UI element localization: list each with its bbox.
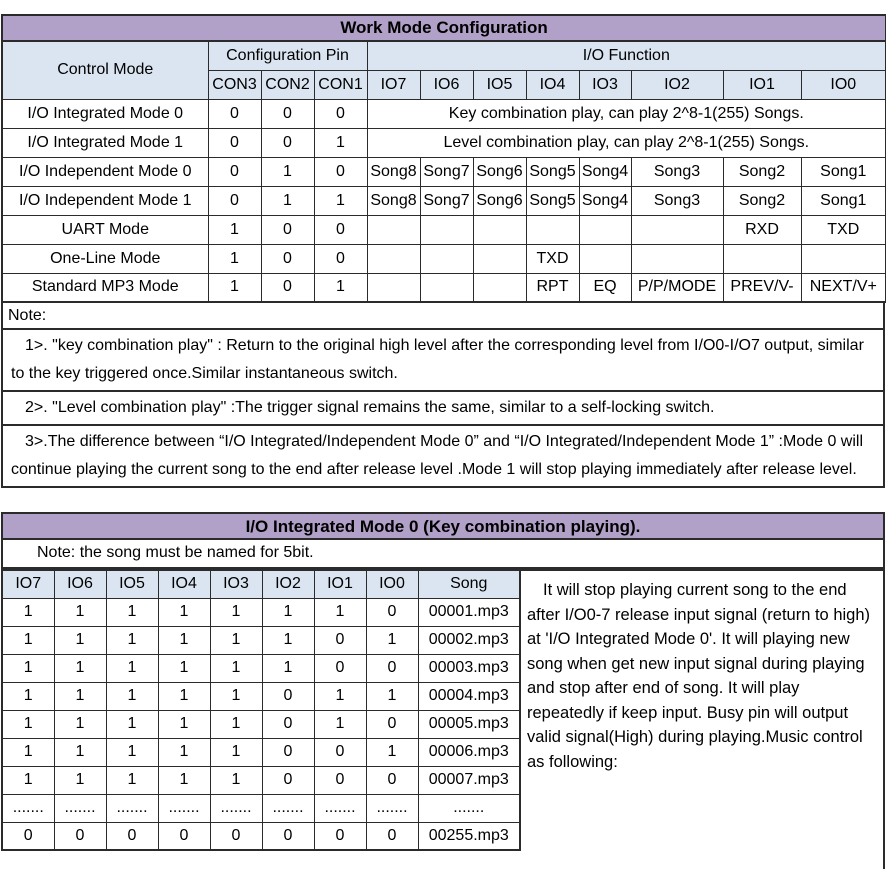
song-name-cell: 00003.mp3: [418, 654, 520, 682]
song-io5-header: IO5: [106, 570, 158, 598]
io-value-cell: NEXT/V+: [801, 273, 886, 302]
control-mode-cell: One-Line Mode: [2, 244, 208, 273]
io-value-cell: P/P/MODE: [631, 273, 723, 302]
con1-header: CON1: [314, 70, 367, 99]
io-bit-cell: 1: [210, 654, 262, 682]
io-value-cell: [473, 215, 526, 244]
song-name-cell: 00006.mp3: [418, 738, 520, 766]
io-value-cell: Song8: [367, 186, 420, 215]
song-table-tbody: [2, 598, 520, 850]
con-value-cell: 0: [208, 157, 261, 186]
io-bit-cell: 1: [106, 766, 158, 794]
song-table-row: [2, 738, 520, 766]
song-table-row: [2, 682, 520, 710]
configuration-pin-header: Configuration Pin: [208, 41, 367, 70]
io-function-header: I/O Function: [367, 41, 886, 70]
con-value-cell: 0: [208, 99, 261, 128]
con-value-cell: 0: [261, 273, 314, 302]
io-value-cell: Song7: [420, 186, 473, 215]
io-value-cell: [420, 273, 473, 302]
io-value-cell: [420, 244, 473, 273]
io-bit-cell: 1: [2, 766, 54, 794]
io-value-cell: Song5: [526, 186, 579, 215]
io-value-cell: [723, 244, 801, 273]
work-mode-row: [2, 215, 886, 244]
io-value-cell: Song1: [801, 186, 886, 215]
notes-list: [1, 330, 885, 488]
io-bit-cell: .......: [158, 794, 210, 822]
con-value-cell: 1: [261, 186, 314, 215]
io-bit-cell: 1: [158, 682, 210, 710]
con-value-cell: 1: [314, 128, 367, 157]
io-bit-cell: 1: [54, 654, 106, 682]
io-bit-cell: 1: [158, 598, 210, 626]
io4-header: IO4: [526, 70, 579, 99]
io-value-cell: [579, 215, 631, 244]
io-bit-cell: 1: [210, 738, 262, 766]
song-name-cell: 00001.mp3: [418, 598, 520, 626]
work-mode-row: [2, 273, 886, 302]
io-value-cell: Song4: [579, 157, 631, 186]
io-value-cell: [579, 244, 631, 273]
con2-header: CON2: [261, 70, 314, 99]
io-bit-cell: .......: [366, 794, 418, 822]
io-bit-cell: 0: [314, 626, 366, 654]
io0-header: IO0: [801, 70, 886, 99]
con-value-cell: 1: [208, 244, 261, 273]
io1-header: IO1: [723, 70, 801, 99]
io-value-cell: [367, 215, 420, 244]
io-span-cell: Key combination play, can play 2^8-1(255) Songs.: [367, 99, 886, 128]
io-value-cell: [367, 273, 420, 302]
io-bit-cell: 0: [262, 738, 314, 766]
con-value-cell: 0: [208, 186, 261, 215]
song-io3-header: IO3: [210, 570, 262, 598]
con-value-cell: 0: [208, 128, 261, 157]
work-mode-row: [2, 244, 886, 273]
io-bit-cell: 1: [210, 598, 262, 626]
io-value-cell: Song4: [579, 186, 631, 215]
io-bit-cell: 0: [314, 766, 366, 794]
work-mode-title: Work Mode Configuration: [2, 15, 886, 41]
io-value-cell: TXD: [526, 244, 579, 273]
io-bit-cell: 1: [210, 682, 262, 710]
io-bit-cell: 1: [262, 626, 314, 654]
io-bit-cell: 1: [210, 710, 262, 738]
io-value-cell: Song8: [367, 157, 420, 186]
con-value-cell: 0: [314, 215, 367, 244]
io-bit-cell: 1: [106, 682, 158, 710]
io-value-cell: Song3: [631, 157, 723, 186]
io-bit-cell: 1: [54, 738, 106, 766]
mode0-description: It will stop playing current song to the end after I/O0-7 release input signal (return to high) at 'I/O Integrated Mode 0'. It will playing new song when get new input signal during playing and stop after end of song. It will play repeatedly if keep input. Busy pin will output valid signal(High) during playing.Music control as following:: [521, 569, 885, 869]
io-value-cell: [801, 244, 886, 273]
io-bit-cell: 1: [54, 682, 106, 710]
io-value-cell: [631, 215, 723, 244]
io-bit-cell: .......: [262, 794, 314, 822]
con-value-cell: 0: [314, 99, 367, 128]
io-value-cell: Song6: [473, 157, 526, 186]
io-bit-cell: 1: [158, 710, 210, 738]
io-value-cell: Song6: [473, 186, 526, 215]
control-mode-cell: UART Mode: [2, 215, 208, 244]
io-bit-cell: 1: [158, 626, 210, 654]
con-value-cell: 1: [261, 157, 314, 186]
notes-section: [1, 303, 885, 488]
con-value-cell: 0: [314, 157, 367, 186]
song-io4-header: IO4: [158, 570, 210, 598]
note-item: 2>. "Level combination play" :The trigger signal remains the same, similar to a self-locking switch.: [1, 392, 885, 426]
io-bit-cell: 0: [366, 822, 418, 850]
io-bit-cell: 0: [314, 822, 366, 850]
io-bit-cell: 0: [314, 654, 366, 682]
song-name-cell: 00005.mp3: [418, 710, 520, 738]
io-bit-cell: .......: [2, 794, 54, 822]
song-io7-header: IO7: [2, 570, 54, 598]
integrated-mode-body: [1, 569, 885, 869]
song-table-row: [2, 654, 520, 682]
control-mode-cell: I/O Independent Mode 1: [2, 186, 208, 215]
io-bit-cell: .......: [54, 794, 106, 822]
io-value-cell: [473, 273, 526, 302]
io3-header: IO3: [579, 70, 631, 99]
song-table-row: [2, 822, 520, 850]
song-table-row: [2, 794, 520, 822]
io-bit-cell: .......: [314, 794, 366, 822]
io-bit-cell: 1: [54, 626, 106, 654]
work-mode-table: [1, 14, 886, 303]
io-bit-cell: 0: [2, 822, 54, 850]
io-bit-cell: 1: [106, 626, 158, 654]
io-value-cell: PREV/V-: [723, 273, 801, 302]
io-bit-cell: 0: [366, 598, 418, 626]
io-bit-cell: 1: [158, 738, 210, 766]
io-bit-cell: 1: [2, 598, 54, 626]
io-bit-cell: 1: [54, 710, 106, 738]
io6-header: IO6: [420, 70, 473, 99]
song-name-cell: 00004.mp3: [418, 682, 520, 710]
io-bit-cell: 0: [158, 822, 210, 850]
io-value-cell: TXD: [801, 215, 886, 244]
work-mode-row: [2, 128, 886, 157]
con-value-cell: 1: [314, 273, 367, 302]
con3-header: CON3: [208, 70, 261, 99]
io-bit-cell: 1: [106, 738, 158, 766]
io-bit-cell: 1: [262, 654, 314, 682]
io-span-cell: Level combination play, can play 2^8-1(255) Songs.: [367, 128, 886, 157]
work-mode-tbody: [2, 99, 886, 302]
io-value-cell: [526, 215, 579, 244]
io-bit-cell: 0: [262, 710, 314, 738]
song-io2-header: IO2: [262, 570, 314, 598]
io-bit-cell: 1: [314, 682, 366, 710]
io-bit-cell: 0: [262, 766, 314, 794]
io5-header: IO5: [473, 70, 526, 99]
io-bit-cell: 1: [210, 626, 262, 654]
io-bit-cell: 1: [158, 654, 210, 682]
io-bit-cell: 1: [366, 682, 418, 710]
io-value-cell: Song2: [723, 186, 801, 215]
note-item: 3>.The difference between “I/O Integrated/Independent Mode 0” and “I/O Integrated/Independent Mode 1” :Mode 0 will continue playing the current song to the end after release level .Mode 1 will stop playing immediately after release level.: [1, 426, 885, 488]
io-bit-cell: .......: [210, 794, 262, 822]
io-value-cell: Song3: [631, 186, 723, 215]
io-bit-cell: 0: [106, 822, 158, 850]
io-bit-cell: 1: [210, 766, 262, 794]
io-value-cell: Song7: [420, 157, 473, 186]
io-bit-cell: 1: [106, 598, 158, 626]
io-bit-cell: 1: [2, 710, 54, 738]
song-name-cell: .......: [418, 794, 520, 822]
io-value-cell: RPT: [526, 273, 579, 302]
con-value-cell: 0: [314, 244, 367, 273]
io-bit-cell: 1: [314, 710, 366, 738]
io-bit-cell: 0: [314, 738, 366, 766]
song-name-cell: 00002.mp3: [418, 626, 520, 654]
io-bit-cell: 1: [106, 710, 158, 738]
control-mode-cell: I/O Independent Mode 0: [2, 157, 208, 186]
song-table: [1, 569, 521, 851]
io-bit-cell: 0: [366, 654, 418, 682]
io-bit-cell: 1: [262, 598, 314, 626]
con-value-cell: 0: [261, 244, 314, 273]
song-table-header-row: [2, 570, 520, 598]
io-bit-cell: 1: [54, 598, 106, 626]
io-value-cell: Song1: [801, 157, 886, 186]
work-mode-row: [2, 186, 886, 215]
io-value-cell: [631, 244, 723, 273]
song-name-cell: 00007.mp3: [418, 766, 520, 794]
io-bit-cell: 1: [158, 766, 210, 794]
control-mode-cell: I/O Integrated Mode 0: [2, 99, 208, 128]
io-value-cell: [420, 215, 473, 244]
io-bit-cell: 1: [54, 766, 106, 794]
work-mode-row: [2, 99, 886, 128]
song-io0-header: IO0: [366, 570, 418, 598]
io-bit-cell: 0: [262, 682, 314, 710]
io-value-cell: Song5: [526, 157, 579, 186]
io-value-cell: Song2: [723, 157, 801, 186]
io-value-cell: EQ: [579, 273, 631, 302]
io-bit-cell: 1: [366, 626, 418, 654]
integrated-mode-title: I/O Integrated Mode 0 (Key combination playing).: [1, 512, 885, 540]
con-value-cell: 1: [208, 273, 261, 302]
io-bit-cell: 1: [2, 654, 54, 682]
io-value-cell: [473, 244, 526, 273]
integrated-mode-note: Note: the song must be named for 5bit.: [1, 540, 885, 569]
io-bit-cell: 0: [210, 822, 262, 850]
work-mode-header-row-1: [2, 41, 886, 70]
con-value-cell: 0: [261, 99, 314, 128]
song-io1-header: IO1: [314, 570, 366, 598]
io-value-cell: [367, 244, 420, 273]
con-value-cell: 1: [314, 186, 367, 215]
io-bit-cell: 0: [366, 710, 418, 738]
io-bit-cell: .......: [106, 794, 158, 822]
work-mode-title-row: [2, 15, 886, 41]
io-bit-cell: 1: [2, 682, 54, 710]
song-table-row: [2, 598, 520, 626]
io-bit-cell: 1: [2, 738, 54, 766]
control-mode-header: Control Mode: [2, 41, 208, 99]
work-mode-row: [2, 157, 886, 186]
con-value-cell: 1: [208, 215, 261, 244]
song-table-row: [2, 626, 520, 654]
section-spacer: [1, 488, 885, 512]
io-bit-cell: 0: [262, 822, 314, 850]
io-bit-cell: 0: [366, 766, 418, 794]
song-name-cell: 00255.mp3: [418, 822, 520, 850]
note-item: 1>. "key combination play" : Return to the original high level after the corresponding level from I/O0-I/O7 output, similar to the key triggered once.Similar instantaneous switch.: [1, 330, 885, 392]
io-value-cell: RXD: [723, 215, 801, 244]
song-table-row: [2, 766, 520, 794]
io-bit-cell: 1: [366, 738, 418, 766]
con-value-cell: 0: [261, 215, 314, 244]
io-bit-cell: 1: [2, 626, 54, 654]
control-mode-cell: I/O Integrated Mode 1: [2, 128, 208, 157]
io7-header: IO7: [367, 70, 420, 99]
song-io6-header: IO6: [54, 570, 106, 598]
con-value-cell: 0: [261, 128, 314, 157]
io-bit-cell: 1: [314, 598, 366, 626]
io-bit-cell: 1: [106, 654, 158, 682]
io-bit-cell: 0: [54, 822, 106, 850]
song-table-row: [2, 710, 520, 738]
control-mode-cell: Standard MP3 Mode: [2, 273, 208, 302]
song-name-header: Song: [418, 570, 520, 598]
io2-header: IO2: [631, 70, 723, 99]
notes-label: Note:: [1, 303, 885, 330]
